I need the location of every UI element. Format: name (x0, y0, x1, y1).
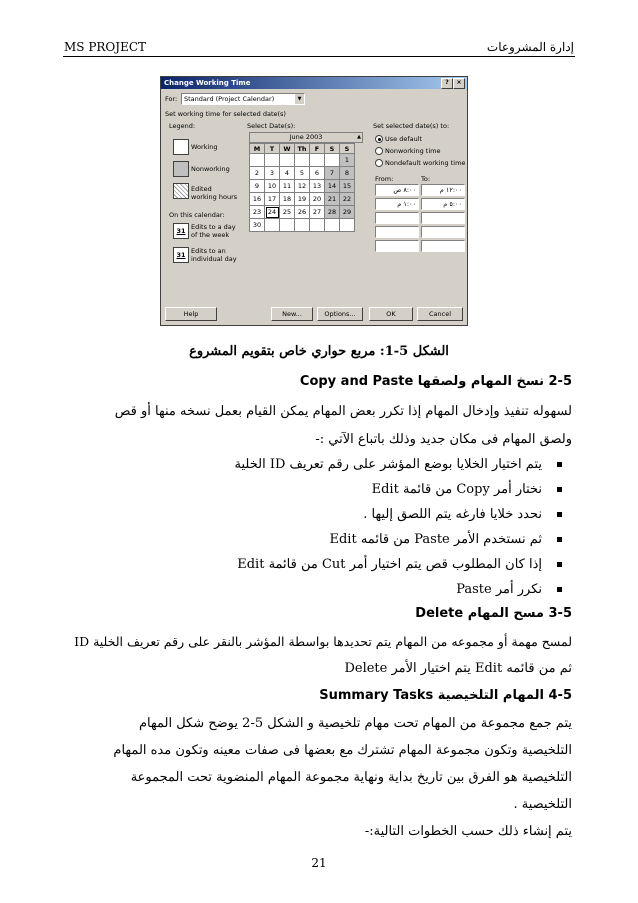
to-time-input[interactable]: ٥:٠٠ م (421, 198, 465, 210)
to-time-input[interactable] (421, 240, 465, 252)
calendar-day-cell[interactable]: 7 (325, 167, 340, 180)
legend-individual: Edits to an individual day (191, 247, 237, 263)
calendar-month-label: June 2003 (289, 133, 323, 141)
legend-edited: Edited working hours (191, 185, 238, 201)
heading-en: Summary Tasks (319, 688, 434, 703)
legend-working: Working (191, 143, 218, 151)
help-icon[interactable]: ? (441, 78, 453, 89)
heading-number: 2-5 (548, 374, 572, 389)
cancel-button[interactable]: Cancel (417, 307, 463, 321)
page-number: 21 (311, 856, 327, 870)
legend-dayofweek-swatch: 31 (173, 223, 189, 239)
heading-text: مسح المهام (467, 606, 544, 621)
close-icon[interactable]: × (453, 78, 465, 89)
calendar-day-cell[interactable]: 17 (265, 193, 280, 206)
set-working-label: Set working time for selected date(s) (165, 110, 286, 118)
calendar-day-cell[interactable]: 11 (280, 180, 295, 193)
heading-number: 4-5 (548, 688, 572, 703)
calendar-day-cell[interactable]: 8 (340, 167, 355, 180)
options-button[interactable]: Options... (317, 307, 363, 321)
dialog-titlebar (161, 77, 467, 89)
for-select[interactable] (181, 93, 305, 105)
calendar-day-cell[interactable]: 28 (325, 206, 340, 219)
select-dates-label: Select Date(s): (247, 122, 296, 130)
dialog-title: Change Working Time (164, 79, 251, 87)
paragraph-line: التلخيصية وتكون مجموعة المهام تشترك مع بعضها فى صفات معينه وتكون مده المهام (113, 743, 572, 758)
section-heading-delete (415, 606, 572, 621)
calendar-day-header: S (340, 144, 355, 154)
calendar-day-header: Th (295, 144, 310, 154)
from-time-input[interactable] (375, 240, 419, 252)
radio-icon (375, 159, 383, 167)
scroll-up-icon[interactable]: ▲ (357, 134, 361, 140)
bullet-square-icon (557, 462, 562, 467)
header-left: MS PROJECT (64, 40, 147, 54)
calendar-day-cell[interactable]: 22 (340, 193, 355, 206)
bullet-item: نختار أمر Copy من قائمة Edit (371, 482, 542, 497)
calendar-day-cell[interactable]: 9 (250, 180, 265, 193)
calendar-day-cell[interactable]: 27 (310, 206, 325, 219)
calendar-grid (249, 143, 355, 232)
from-time-input[interactable] (375, 212, 419, 224)
legend-edited-swatch (173, 183, 189, 199)
calendar-day-header: T (265, 144, 280, 154)
calendar-day-cell[interactable] (340, 219, 355, 232)
legend-nonworking: Nonworking (191, 165, 230, 173)
radio-nonworking[interactable] (375, 147, 441, 155)
calendar-day-cell[interactable] (265, 154, 280, 167)
calendar-day-cell[interactable]: 26 (295, 206, 310, 219)
calendar-day-cell[interactable]: 29 (340, 206, 355, 219)
paragraph-line: يتم جمع مجموعة من المهام تحت مهام تلخيصية و الشكل 5-2 يوضح شكل المهام (138, 716, 572, 731)
heading-number: 3-5 (548, 606, 572, 621)
calendar-day-cell[interactable] (310, 154, 325, 167)
paragraph: لسهوله تنفيذ وإدخال المهام إذا تكرر بعض المهام يمكن القيام بعمل نسخه منها أو قص (114, 404, 572, 419)
to-label: To: (421, 175, 431, 183)
bullet-square-icon (557, 487, 562, 492)
calendar-day-cell[interactable]: 21 (325, 193, 340, 206)
legend-panel (169, 131, 241, 295)
calendar-day-cell[interactable]: 2 (250, 167, 265, 180)
calendar-month (249, 132, 363, 143)
radio-use-default[interactable] (375, 135, 422, 143)
radio-icon (375, 147, 383, 155)
calendar-day-cell[interactable]: 10 (265, 180, 280, 193)
from-time-input[interactable]: ١:٠٠ م (375, 198, 419, 210)
bullet-square-icon (557, 587, 562, 592)
heading-text: نسخ المهام ولصقها (417, 374, 544, 389)
section-heading-copy-paste (300, 374, 572, 389)
calendar-day-cell[interactable]: 13 (310, 180, 325, 193)
legend-individual-swatch: 31 (173, 247, 189, 263)
calendar-day-cell[interactable]: 3 (265, 167, 280, 180)
paragraph: ولصق المهام فى مكان جديد وذلك باتباع الآتي :- (315, 432, 572, 447)
figure-caption: الشكل 5-1: مربع حواري خاص بتقويم المشروع (189, 344, 449, 359)
bullet-item: ثم نستخدم الأمر Paste من قائمه Edit (329, 532, 542, 547)
calendar-day-cell[interactable] (280, 154, 295, 167)
new-button[interactable]: New... (271, 307, 313, 321)
paragraph: ثم من قائمه Edit يتم اختيار الأمر Delete (344, 661, 572, 676)
calendar-day-header: F (310, 144, 325, 154)
paragraph-line: التلخيصية هو الفرق بين تاريخ بداية ونهاية مجموعة المهام المنضوية تحت المجموعة (130, 770, 572, 785)
section-heading-summary (319, 688, 572, 703)
calendar-day-cell[interactable]: 12 (295, 180, 310, 193)
legend-dayofweek: Edits to a day of the week (191, 223, 236, 239)
on-calendar-label: On this calendar: (169, 211, 225, 219)
to-time-input[interactable] (421, 212, 465, 224)
bullet-square-icon (557, 562, 562, 567)
calendar-day-cell[interactable]: 4 (280, 167, 295, 180)
calendar-day-cell[interactable] (295, 154, 310, 167)
chevron-down-icon: ▼ (295, 94, 304, 104)
bullet-item: نحدد خلايا فارغه يتم اللصق إليها . (363, 507, 542, 522)
radio-icon (375, 135, 383, 143)
calendar-day-cell[interactable]: 14 (325, 180, 340, 193)
legend-label: Legend: (169, 122, 196, 130)
calendar-day-cell[interactable] (295, 219, 310, 232)
from-label: From: (375, 175, 394, 183)
calendar-day-cell[interactable] (310, 219, 325, 232)
calendar-day-cell[interactable]: 20 (310, 193, 325, 206)
calendar-day-cell[interactable] (280, 219, 295, 232)
radio-nondefault[interactable] (375, 159, 465, 167)
for-label: For: (165, 95, 178, 103)
calendar (249, 132, 363, 282)
calendar-day-cell[interactable] (325, 154, 340, 167)
radio-label: Use default (385, 135, 423, 143)
calendar-day-cell[interactable]: 5 (295, 167, 310, 180)
calendar-day-cell[interactable]: 16 (250, 193, 265, 206)
for-select-value: Standard (Project Calendar) (184, 95, 275, 103)
header-divider (63, 56, 575, 57)
calendar-day-cell[interactable]: 30 (250, 219, 265, 232)
calendar-day-header: S (325, 144, 340, 154)
bullet-square-icon (557, 512, 562, 517)
calendar-day-cell[interactable] (250, 154, 265, 167)
legend-working-swatch (173, 139, 189, 155)
ok-button[interactable]: OK (369, 307, 413, 321)
bullet-item: يتم اختيار الخلايا بوضع المؤشر على رقم تعريف ID الخلية (234, 457, 542, 472)
from-time-input[interactable]: ٨:٠٠ ص (375, 184, 419, 196)
help-button[interactable]: Help (165, 307, 217, 321)
calendar-day-cell[interactable] (265, 219, 280, 232)
heading-text: المهام التلخيصية (437, 688, 544, 703)
paragraph: لمسح مهمة أو مجموعه من المهام يتم تحديدها بواسطة المؤشر بالنقر على رقم تعريف الخلية ID (74, 634, 572, 649)
paragraph-line: يتم إنشاء ذلك حسب الخطوات التالية:- (364, 824, 572, 839)
heading-en: Delete (415, 606, 464, 621)
to-time-input[interactable] (421, 226, 465, 238)
calendar-day-cell[interactable]: 24 (265, 206, 280, 219)
from-time-input[interactable] (375, 226, 419, 238)
bullet-item: نكرر أمر Paste (456, 582, 542, 597)
to-time-input[interactable]: ١٢:٠٠ م (421, 184, 465, 196)
radio-label: Nonworking time (385, 147, 441, 155)
calendar-day-cell[interactable] (325, 219, 340, 232)
calendar-day-cell[interactable]: 15 (340, 180, 355, 193)
calendar-day-cell[interactable]: 1 (340, 154, 355, 167)
header-right: إدارة المشروعات (486, 40, 574, 54)
calendar-day-cell[interactable]: 23 (250, 206, 265, 219)
paragraph-line: التلخيصية . (513, 797, 572, 812)
radio-label: Nondefault working time (385, 159, 466, 167)
bullet-item: إذا كان المطلوب قص يتم اختيار أمر Cut من قائمة Edit (237, 557, 542, 572)
calendar-day-cell[interactable]: 6 (310, 167, 325, 180)
bullet-square-icon (557, 537, 562, 542)
set-selected-label: Set selected date(s) to: (373, 122, 450, 130)
legend-nonworking-swatch (173, 161, 189, 177)
heading-en: Copy and Paste (299, 374, 414, 389)
calendar-day-cell[interactable]: 25 (280, 206, 295, 219)
change-working-time-dialog (160, 76, 468, 326)
calendar-day-cell[interactable]: 18 (280, 193, 295, 206)
calendar-day-header: W (280, 144, 295, 154)
calendar-day-header: M (250, 144, 265, 154)
calendar-day-cell[interactable]: 19 (295, 193, 310, 206)
